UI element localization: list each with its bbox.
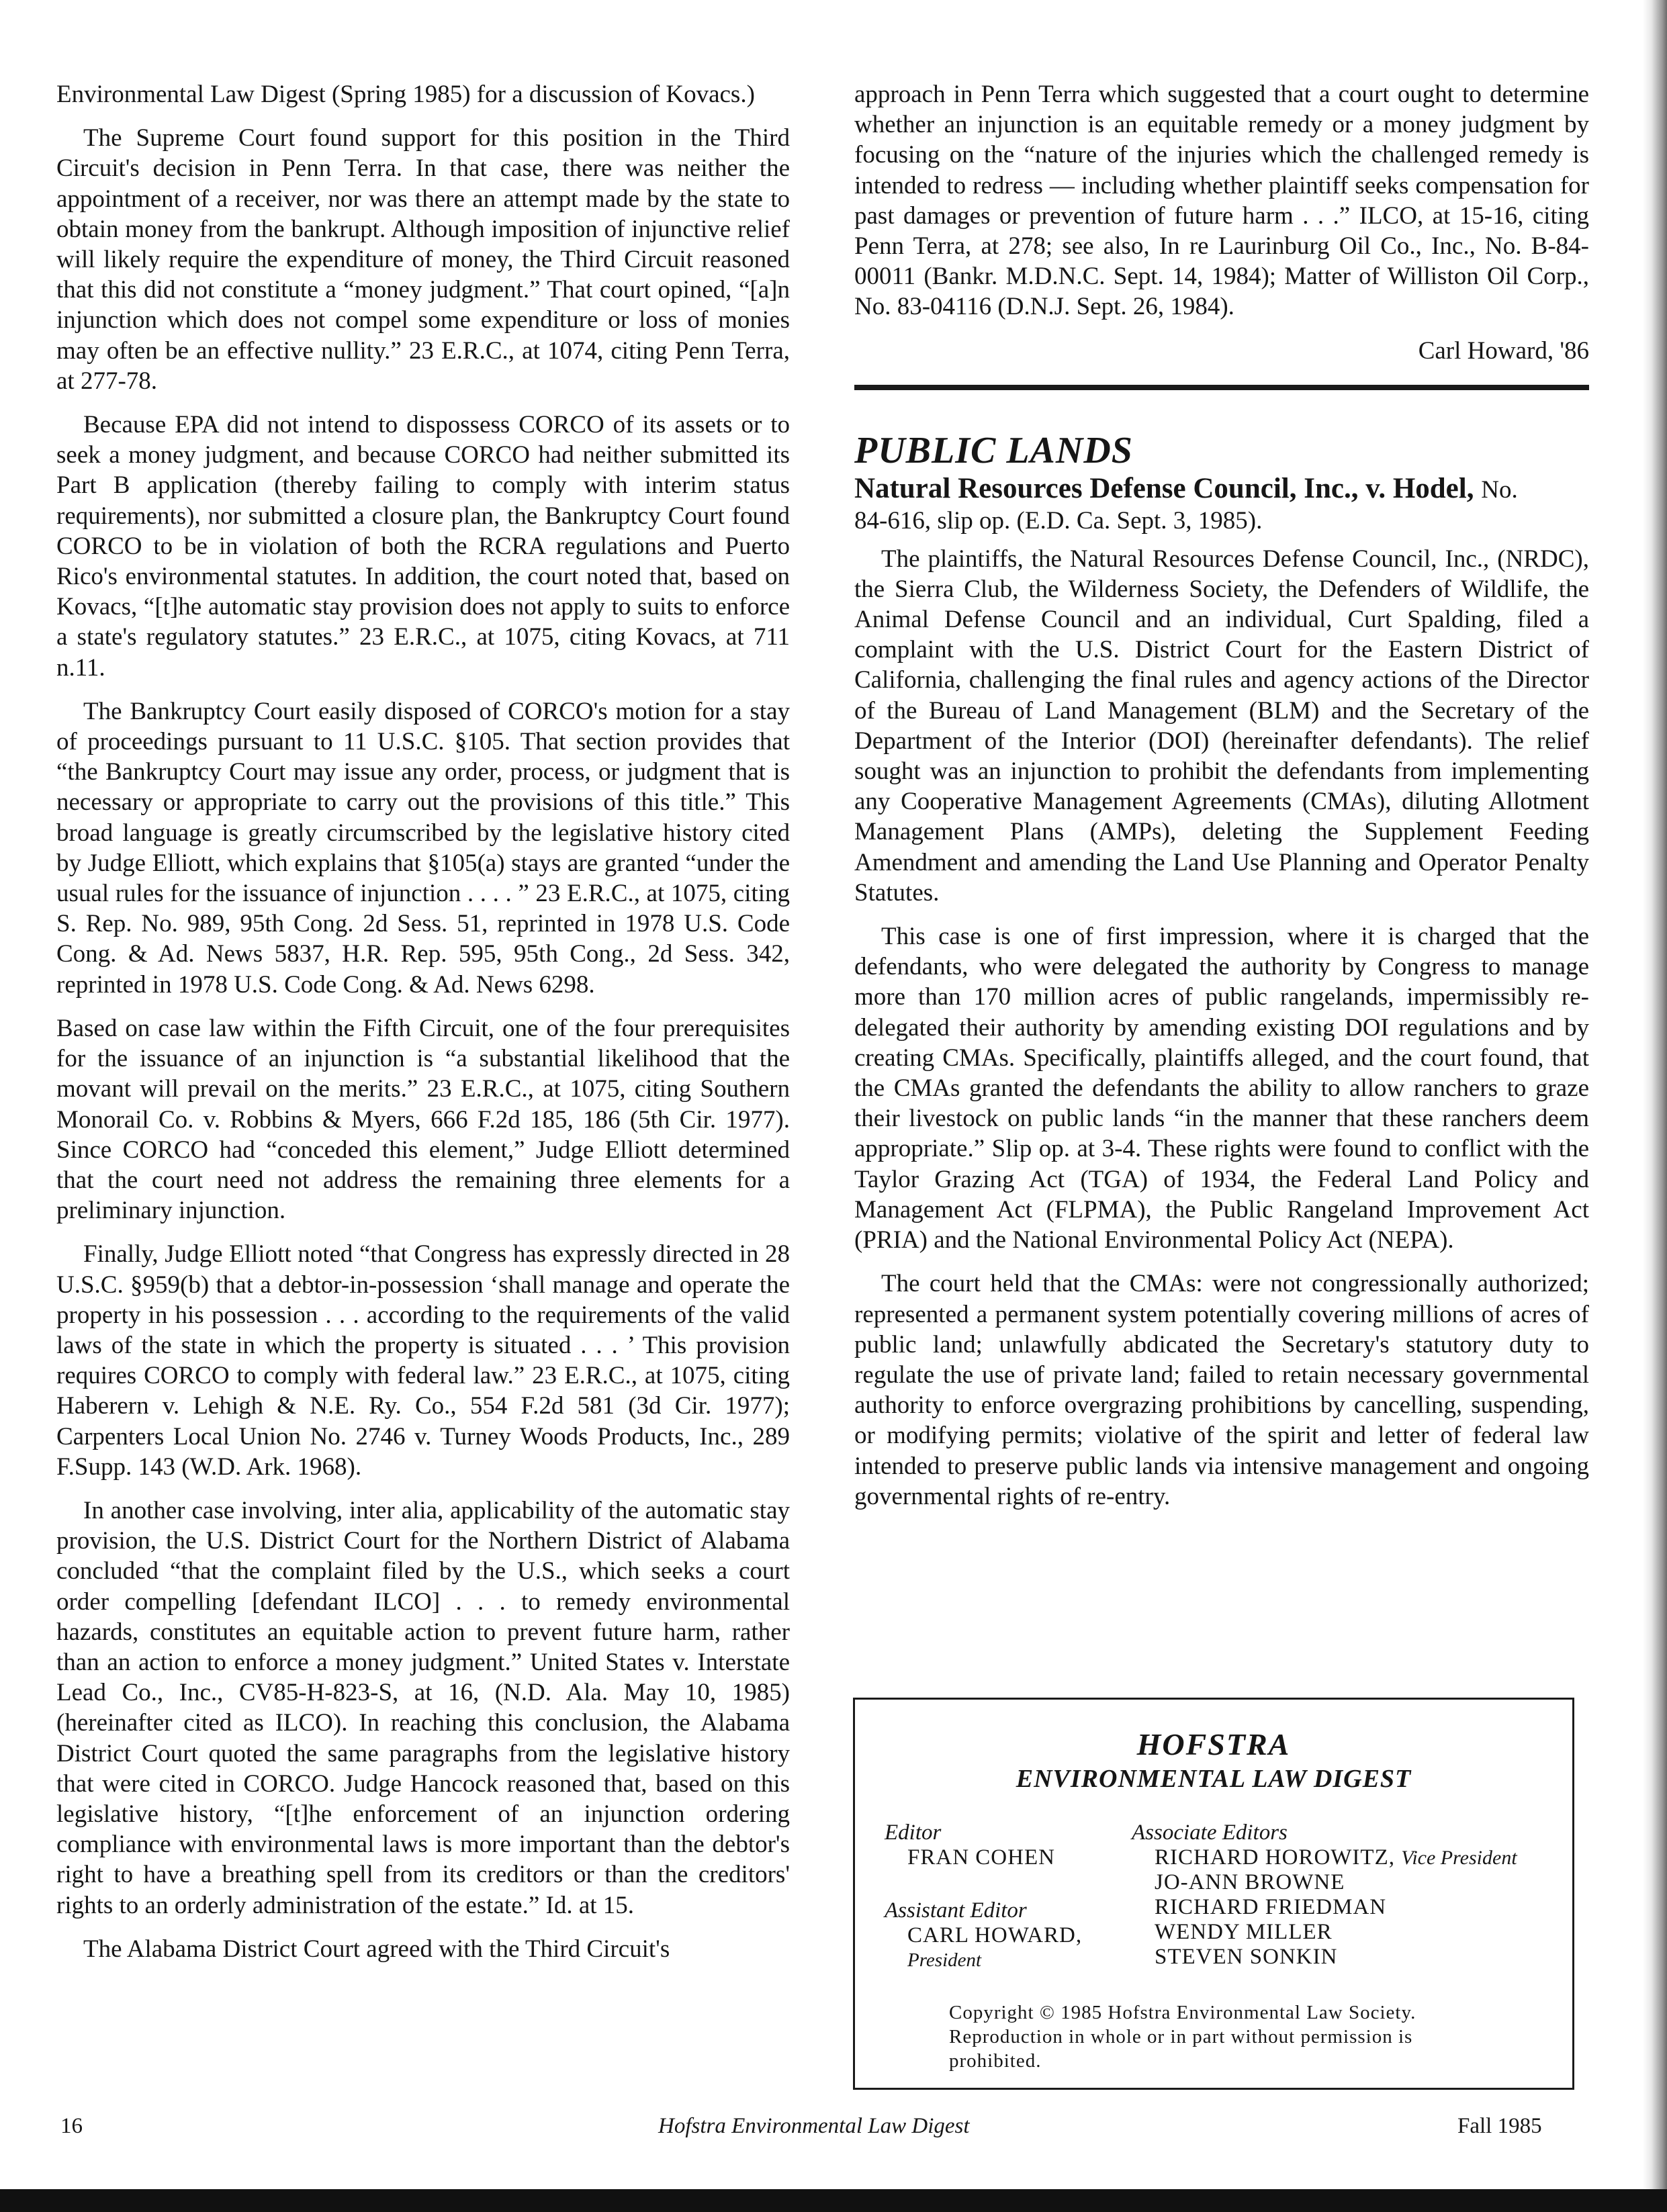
right-paragraph-1: The plaintiffs, the Natural Resources Defense Council, Inc., (NRDC), the Sierra Club, the Wilderness Society, the Defenders of Wildlife, the Animal Defense Council and an individual, Curt Spalding, filed a complaint with the U.S. District Court for the Eastern District of California, challenging the final rules and agency actions of the Director of the Bureau of Land Management (BLM) and the Secretary of the Department of the Interior (DOI) (hereinafter defendants). The relief sought was an injunction to prohibit the defendants from implementing any Cooperative Management Agreements (CMAs), diluting Allotment Management Plans (AMPs), deleting the Supplement Feeding Amendment and amending the Land Use Planning and Operator Penalty Statutes. [854,545,1589,907]
editor-label: Editor [885,1821,942,1845]
left-paragraph-8: The Alabama District Court agreed with the Third Circuit's [83,1935,670,1963]
associate-editor-4: WENDY MILLER [1155,1920,1333,1944]
issue-date: Fall 1985 [1457,2114,1542,2138]
left-paragraph-6: Finally, Judge Elliott noted “that Congress has expressly directed in 28 U.S.C. §959(b) that a debtor-in-possession ‘shall manage and operate the property in his possession . . . according to the requirements of the valid laws of the state in which the property is situated . . . ’ This provision requires CORCO to comply with federal law.” 23 E.R.C., at 1075, citing Haberern v. Lehigh & N.E. Ry. Co., 554 F.2d 581 (3d Cir. 1977); Carpenters Local Union No. 2746 v. Turney Woods Products, Inc., 289 F.Supp. 143 (W.D. Ark. 1968). [56,1240,790,1481]
associate-editor-2: JO-ANN BROWNE [1155,1870,1345,1894]
left-column [56,79,790,1978]
running-footer-title: Hofstra Environmental Law Digest [658,2114,970,2138]
case-name: Natural Resources Defense Council, Inc., v. Hodel, [854,472,1474,504]
page-edge-shadow [1643,0,1667,2212]
masthead-title: HOFSTRA [1136,1727,1291,1761]
masthead-editors-right [1132,1821,1562,1970]
right-continuation: approach in Penn Terra which suggested that a court ought to determine whether an injunction is an equitable remedy or a money judgment by focusing on the “nature of the injuries which the challenged remedy is intended to redress — including whether plaintiff seeks compensation for past damages or prevention of future harm . . .” ILCO, at 15-16, citing Penn Terra, at 278; see also, In re Laurinburg Oil Co., Inc., No. B-84-00011 (Bankr. M.D.N.C. Sept. 14, 1984); Matter of Williston Oil Corp., No. 83-04116 (D.N.J. Sept. 26, 1984). [854,81,1589,321]
section-heading: PUBLIC LANDS [854,429,1133,471]
scan-bottom-edge [0,2189,1667,2212]
associate-editor-1-title: Vice President [1401,1847,1517,1869]
assistant-editor-title: President [907,1949,982,1971]
left-paragraph-1: Environmental Law Digest (Spring 1985) for a discussion of Kovacs.) [56,81,755,108]
left-paragraph-2: The Supreme Court found support for this position in the Third Circuit's decision in Penn Terra. In that case, there was neither the appointment of a receiver, nor was there an attempt made by the state to obtain money from the bankrupt. Although imposition of injunctive relief will likely require the expenditure of money, the Third Circuit reasoned that this did not constitute a “money judgment.” That court opined, “[a]n injunction which does not compel some expenditure or loss of monies may often be an effective nullity.” 23 E.R.C., at 1074, citing Penn Terra, at 277-78. [56,124,790,395]
associate-editor-3: RICHARD FRIEDMAN [1155,1895,1387,1919]
masthead-box [853,1698,1574,2090]
left-paragraph-3: Because EPA did not intend to dispossess CORCO of its assets or to seek a money judgment, and because CORCO had neither submitted its Part B application (thereby failing to comply with interim status requirements), nor submitted a closure plan, the Bankruptcy Court found CORCO to be in violation of both the RCRA regulations and Puerto Rico's environmental statutes. In addition, the court noted that, based on Kovacs, “[t]he automatic stay provision does not apply to suits to enforce a state's regulatory statutes.” 23 E.R.C., at 1075, citing Kovacs, at 711 n.11. [56,411,790,682]
right-column [854,79,1589,1525]
right-paragraph-2: This case is one of first impression, where it is charged that the defendants, who were delegated the authority by Congress to manage more than 170 million acres of public rangelands, impermissibly re-delegated their authority by amending existing DOI regulations and by creating CMAs. Specifically, plaintiffs alleged, and the court found, that the CMAs granted the defendants the ability to allow ranchers to graze their livestock on public lands “in the manner that these ranchers deem appropriate.” Slip op. at 3-4. These rights were found to conflict with the Taylor Grazing Act (TGA) of 1934, the Federal Land Policy and Management Act (FLPMA), the Public Rangeland Improvement Act (PRIA) and the National Environmental Policy Act (NEPA). [854,923,1589,1254]
case-number-label: No. [1481,475,1518,504]
right-paragraph-3: The court held that the CMAs: were not congressionally authorized; represented a permanent system potentially covering millions of acres of public land; unlawfully abdicated the Secretary's statutory duty to regulate the use of private land; failed to retain necessary governmental authority to enforce overgrazing prohibitions by cancelling, suspending, or modifying permits; violative of the spirit and letter of federal law intended to preserve public lands via intensive management and ongoing governmental rights of re-entry. [854,1270,1589,1510]
left-paragraph-5: Based on case law within the Fifth Circuit, one of the four prerequisites for the issuance of an injunction is “a substantial likelihood that the movant will prevail on the merits.” 23 E.R.C., at 1075, citing Southern Monorail Co. v. Robbins & Myers, 666 F.2d 185, 186 (5th Cir. 1977). Since CORCO had “conceded this element,” Judge Elliott determined that the court need not address the remaining three elements for a preliminary injunction. [56,1014,790,1225]
left-paragraph-4: The Bankruptcy Court easily disposed of CORCO's motion for a stay of proceedings pursuant to 11 U.S.C. §105. That section provides that “the Bankruptcy Court may issue any order, process, or judgment that is necessary or appropriate to carry out the provisions of this title.” This broad language is greatly circumscribed by the legislative history cited by Judge Elliott, which explains that §105(a) stays are granted “under the usual rules for the issuance of injunction . . . . ” 23 E.R.C., at 1075, citing S. Rep. No. 989, 95th Cong. 2d Sess. 51, reprinted in 1978 U.S. Code Cong. & Ad. News 5837, H.R. Rep. 595, 95th Cong., 2d Sess. 342, reprinted in 1978 U.S. Code Cong. & Ad. News 6298. [56,697,790,999]
case-citation: 84-616, slip op. (E.D. Ca. Sept. 3, 1985). [854,506,1263,535]
copyright-notice: Copyright © 1985 Hofstra Environmental Law Society. Reproduction in whole or in part without permission is prohibited. [949,2002,1416,2072]
associate-editor-5: STEVEN SONKIN [1155,1945,1338,1969]
assistant-editor-label: Assistant Editor [885,1898,1027,1923]
associate-editor-1-name: RICHARD HOROWITZ, [1155,1845,1395,1870]
page-number: 16 [60,2114,83,2138]
associate-editors-label: Associate Editors [1132,1821,1288,1845]
editor-name: FRAN COHEN [907,1845,1055,1870]
section-divider [854,385,1589,390]
left-paragraph-7: In another case involving, inter alia, applicability of the automatic stay provision, the U.S. District Court for the Northern District of Alabama concluded “that the complaint filed by the U.S., which seeks a court order compelling [defendant ILCO] . . . to remedy environmental hazards, constitutes an equitable action to prevent future harm, rather than an action to enforce a money judgment.” United States v. Interstate Lead Co., Inc., CV85-H-823-S, at 16, (N.D. Ala. May 10, 1985) (hereinafter cited as ILCO). In reaching this conclusion, the Alabama District Court quoted the same paragraphs from the legislative history that were cited in CORCO. Judge Hancock reasoned that, based on this legislative history, “[t]he enforcement of an injunction ordering compliance with environmental laws is more important than the debtor's right to have a breathing spell from its creditors or than the creditors' rights to an orderly administration of the estate.” Id. at 15. [56,1496,790,1919]
assistant-editor-name: CARL HOWARD, [907,1923,1083,1947]
masthead-subtitle: ENVIRONMENTAL LAW DIGEST [1016,1765,1412,1793]
case-title [854,473,1589,506]
article-signature: Carl Howard, '86 [1418,336,1589,365]
masthead-editors-left [885,1821,1126,1973]
associate-editor-1 [1132,1845,1562,1870]
